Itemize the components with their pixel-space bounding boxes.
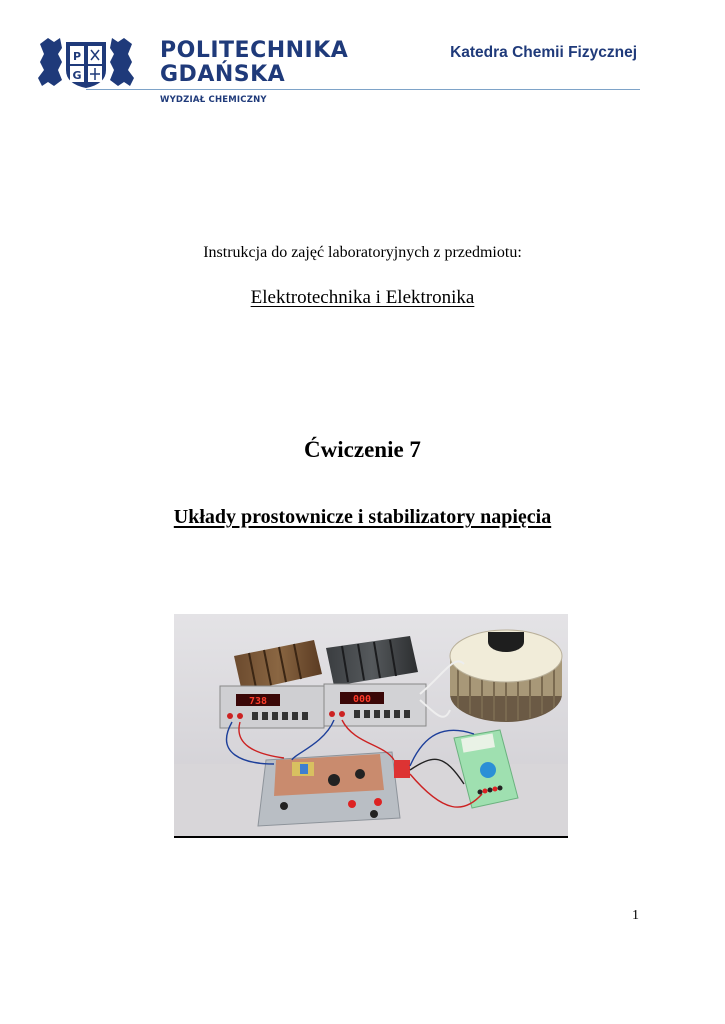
logo-letter-p: P <box>72 50 82 63</box>
photo-bottom-rule <box>174 836 568 838</box>
subject-title <box>0 287 725 309</box>
department-name: Katedra Chemii Fizycznej <box>450 44 637 61</box>
intro-text: Instrukcja do zajęć laboratoryjnych z przedmiotu: <box>203 244 522 261</box>
logo-letter-g: G <box>72 69 82 82</box>
exercise-number: Ćwiczenie 7 <box>304 437 421 462</box>
meter-left-display: 738 <box>248 696 268 707</box>
exercise-topic <box>0 506 725 529</box>
header-divider <box>86 89 640 90</box>
rectifier-circuit-board <box>258 752 410 826</box>
faculty-name: WYDZIAŁ CHEMICZNY <box>160 95 267 105</box>
university-logo-icon <box>36 34 136 90</box>
subject-title-text: Elektrotechnika i Elektronika <box>250 287 475 308</box>
university-name-line1: POLITECHNIKA <box>160 38 349 63</box>
exercise-topic-text: Układy prostownicze i stabilizatory napięcia <box>173 506 552 528</box>
page-number: 1 <box>632 908 639 923</box>
university-name-line2: GDAŃSKA <box>160 62 286 87</box>
meter-right-display: 000 <box>352 694 372 705</box>
variac-transformer <box>450 630 562 722</box>
lab-equipment-photo <box>174 614 568 836</box>
